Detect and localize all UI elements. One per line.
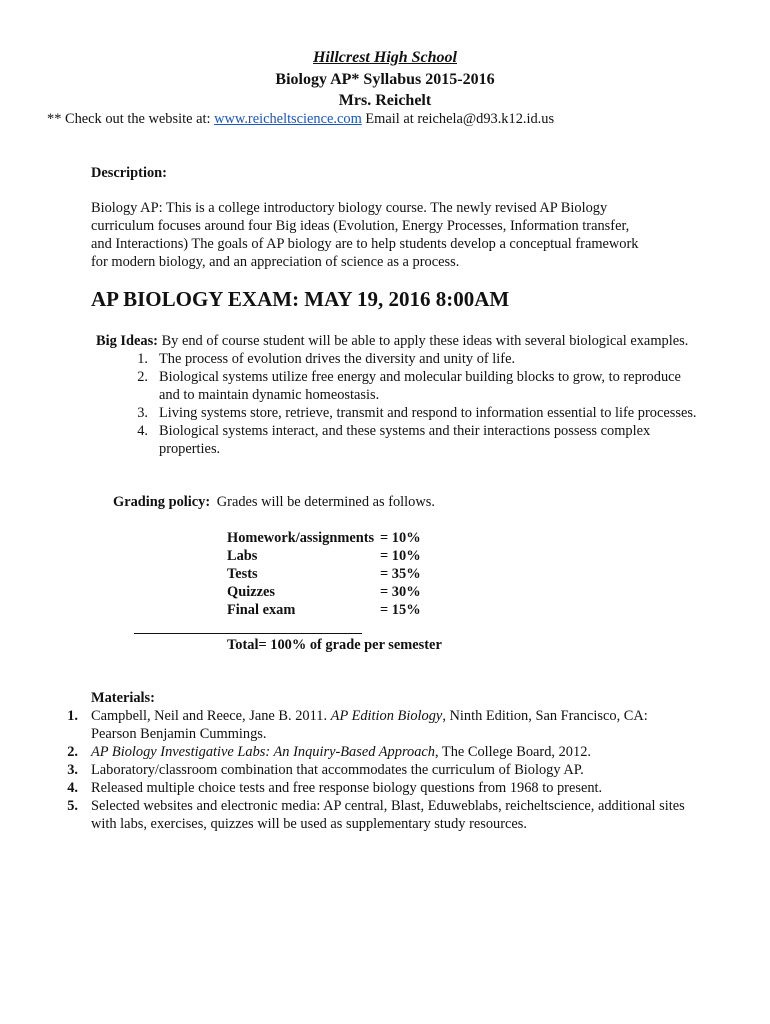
list-item-number: 2. [67,744,78,760]
list-item-number: 3. [67,762,78,778]
email-text: Email at reichela@d93.k12.id.us [365,111,555,127]
list-item-number: 1. [67,708,78,724]
grading-row-value: = 30% [380,584,421,600]
list-item-text: with labs, exercises, quizzes will be used as supplementary study resources. [91,816,527,832]
grading-row-label: Quizzes [227,584,275,600]
grading-row-value: = 10% [380,548,421,564]
exam-heading: AP BIOLOGY EXAM: MAY 19, 2016 8:00AM [91,287,510,311]
grading-intro-text: Grades will be determined as follows. [216,494,435,510]
grading-label: Grading policy: [113,494,211,510]
list-item-text: Laboratory/classroom combination that accommodates the curriculum of Biology AP. [91,762,584,778]
course-title: Biology AP* Syllabus 2015-2016 [275,71,495,88]
contact-line [47,111,554,129]
list-item-text: Campbell, Neil and Reece, Jane B. 2011. AP Edition Biology, Ninth Edition, San Francisco, CA: [91,708,648,724]
grading-row-label: Labs [227,548,258,564]
grading-total: Total= 100% of grade per semester [227,637,442,653]
list-item-text: Biological systems utilize free energy and molecular building blocks to grow, to reproduce [159,369,681,385]
grading-row-value: = 10% [380,530,421,546]
list-item-text: Biological systems interact, and these systems and their interactions possess complex [159,423,651,439]
grading-row-label: Final exam [227,602,296,618]
list-item-number: 4. [137,423,148,439]
list-item-text: Selected websites and electronic media: AP central, Blast, Eduweblabs, reicheltscience, additional sites [91,798,685,814]
materials-heading: Materials: [91,690,155,706]
list-item-text: Pearson Benjamin Cummings. [91,726,267,742]
total-divider [134,633,362,634]
list-item-text: Released multiple choice tests and free response biology questions from 1968 to present. [91,780,603,796]
list-item-text: The process of evolution drives the diversity and unity of life. [159,351,516,367]
list-item-number: 5. [67,798,78,814]
description-line: for modern biology, and an appreciation of science as a process. [91,254,460,270]
list-item-text: properties. [159,441,221,457]
grading-row-value: = 35% [380,566,421,582]
website-prefix: ** Check out the website at: [47,111,211,127]
description-line: Biology AP: This is a college introductory biology course. The newly revised AP Biology [91,200,608,216]
list-item-number: 2. [137,369,148,385]
school-name: Hillcrest High School [312,49,457,66]
big-ideas-intro-text: By end of course student will be able to apply these ideas with several biological examples. [161,333,689,349]
list-item-number: 3. [137,405,148,421]
list-item-text: and to maintain dynamic homeostasis. [159,387,380,403]
big-ideas-label: Big Ideas: [96,333,158,349]
grading-row-value: = 15% [380,602,421,618]
grading-intro [113,494,435,512]
website-link[interactable]: www.reicheltscience.com [214,111,362,127]
grading-row-label: Tests [227,566,258,582]
description-line: curriculum focuses around four Big ideas (Evolution, Energy Processes, Information transfer, [91,218,630,234]
teacher-name: Mrs. Reichelt [338,92,432,109]
list-item-text: Living systems store, retrieve, transmit and respond to information essential to life processes. [159,405,697,421]
list-item-number: 4. [67,780,78,796]
grading-row-label: Homework/assignments [227,530,375,546]
list-item-number: 1. [137,351,148,367]
description-line: and Interactions) The goals of AP biology are to help students develop a conceptual framework [91,236,639,252]
description-heading: Description: [91,165,167,181]
list-item-text: AP Biology Investigative Labs: An Inquiry-Based Approach, The College Board, 2012. [91,744,591,760]
big-ideas-intro [96,333,688,351]
